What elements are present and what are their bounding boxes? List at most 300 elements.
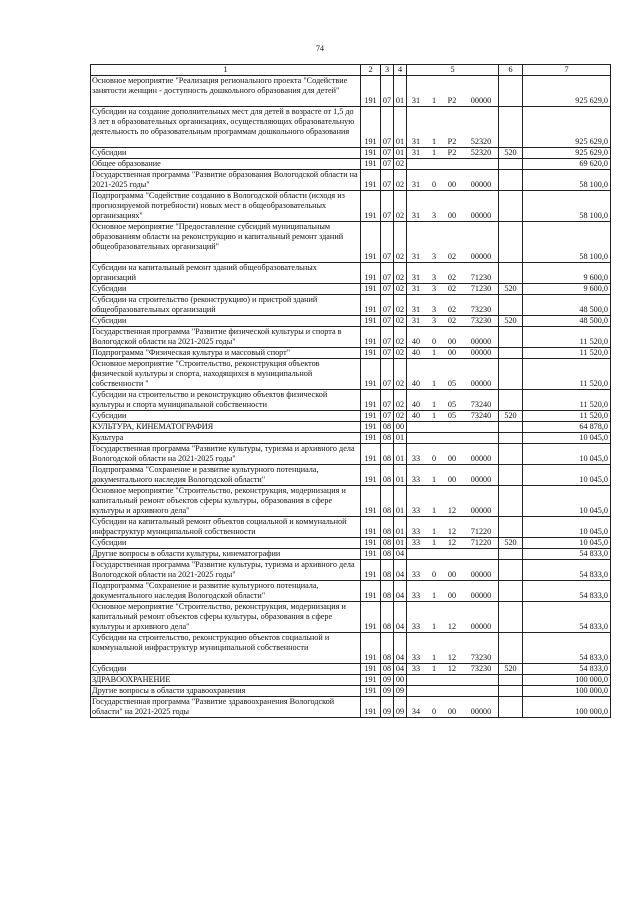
row-section-code: 09 — [381, 697, 394, 718]
row-name: Субсидии на капитальный ремонт объектов социальной и коммунальной инфраструктур муниципальной собственности — [91, 517, 361, 538]
target-program-code: 33 — [411, 506, 421, 515]
row-expense-type — [499, 560, 523, 581]
target-direction-code: 73230 — [470, 653, 492, 662]
row-expense-type — [499, 517, 523, 538]
row-amount: 69 620,0 — [523, 159, 611, 170]
row-name: Подпрограмма "Физическая культура и массовый спорт" — [91, 348, 361, 359]
row-amount: 11 520,0 — [523, 359, 611, 390]
row-subsection-code: 01 — [394, 433, 407, 444]
row-subsection-code: 01 — [394, 107, 407, 148]
row-amount: 100 000,0 — [523, 675, 611, 686]
row-subsection-code: 01 — [394, 444, 407, 465]
row-admin-code: 191 — [361, 359, 381, 390]
row-subsection-code: 04 — [394, 633, 407, 664]
table-row — [91, 390, 611, 411]
row-target-article — [407, 633, 499, 664]
target-event-code: 00 — [447, 180, 457, 189]
row-section-code: 07 — [381, 222, 394, 263]
row-amount: 48 500,0 — [523, 316, 611, 327]
target-subprogram-code: 3 — [431, 252, 437, 261]
target-event-code: 05 — [447, 400, 457, 409]
target-event-code: 05 — [447, 411, 457, 420]
row-section-code: 08 — [381, 664, 394, 675]
target-direction-code: 00000 — [470, 707, 492, 716]
row-expense-type — [499, 170, 523, 191]
target-direction-code: 00000 — [470, 379, 492, 388]
row-target-article — [407, 170, 499, 191]
row-expense-type: 520 — [499, 316, 523, 327]
row-section-code: 08 — [381, 633, 394, 664]
row-section-code: 08 — [381, 549, 394, 560]
row-admin-code: 191 — [361, 486, 381, 517]
target-subprogram-code: 1 — [431, 664, 437, 673]
target-direction-code: 71230 — [470, 273, 492, 282]
row-expense-type — [499, 549, 523, 560]
target-subprogram-code: 0 — [431, 570, 437, 579]
row-name: Общее образование — [91, 159, 361, 170]
row-amount: 54 833,0 — [523, 664, 611, 675]
table-row — [91, 486, 611, 517]
row-admin-code: 191 — [361, 348, 381, 359]
target-program-code: 34 — [411, 707, 421, 716]
row-section-code: 07 — [381, 411, 394, 422]
row-target-article — [407, 348, 499, 359]
row-name: Государственная программа "Развитие образования Вологодской области на 2021-2025 годы" — [91, 170, 361, 191]
row-name: Субсидии — [91, 411, 361, 422]
row-subsection-code: 02 — [394, 327, 407, 348]
row-target-article — [407, 517, 499, 538]
row-name: Субсидии — [91, 664, 361, 675]
header-cell: 2 — [361, 65, 381, 76]
row-section-code: 07 — [381, 170, 394, 191]
row-section-code: 08 — [381, 560, 394, 581]
row-amount: 925 629,0 — [523, 107, 611, 148]
header-cell: 4 — [394, 65, 407, 76]
row-amount: 11 520,0 — [523, 348, 611, 359]
row-section-code: 07 — [381, 295, 394, 316]
row-section-code: 07 — [381, 263, 394, 284]
target-event-code: 12 — [447, 527, 457, 536]
row-target-article — [407, 422, 499, 433]
table-row — [91, 581, 611, 602]
row-subsection-code: 02 — [394, 170, 407, 191]
table-row — [91, 633, 611, 664]
row-name: Основное мероприятие "Предоставление субсидий муниципальным образованиям области на реконструкцию и капитальный ремонт зданий общеобразовательных организаций" — [91, 222, 361, 263]
row-name: Другие вопросы в области культуры, кинематографии — [91, 549, 361, 560]
target-event-code: 02 — [447, 273, 457, 282]
row-expense-type — [499, 76, 523, 107]
target-direction-code: 73230 — [470, 305, 492, 314]
row-section-code: 07 — [381, 284, 394, 295]
table-row — [91, 159, 611, 170]
row-target-article — [407, 284, 499, 295]
row-section-code: 08 — [381, 581, 394, 602]
target-event-code: 12 — [447, 538, 457, 547]
row-expense-type: 520 — [499, 538, 523, 549]
row-admin-code: 191 — [361, 263, 381, 284]
row-amount: 54 833,0 — [523, 549, 611, 560]
row-section-code: 07 — [381, 327, 394, 348]
target-program-code: 31 — [411, 137, 421, 146]
target-event-code: 00 — [447, 570, 457, 579]
row-name: Основное мероприятие "Реализация регионального проекта "Содействие занятости женщин - доступность дошкольного образования для детей" — [91, 76, 361, 107]
row-admin-code: 191 — [361, 538, 381, 549]
row-target-article — [407, 148, 499, 159]
row-section-code: 09 — [381, 675, 394, 686]
row-admin-code: 191 — [361, 686, 381, 697]
target-event-code: 00 — [447, 475, 457, 484]
table-row — [91, 284, 611, 295]
target-program-code: 33 — [411, 570, 421, 579]
row-subsection-code: 04 — [394, 560, 407, 581]
target-direction-code: 52320 — [470, 148, 492, 157]
row-amount: 11 520,0 — [523, 390, 611, 411]
target-event-code: 12 — [447, 664, 457, 673]
row-subsection-code: 02 — [394, 222, 407, 263]
table-row — [91, 422, 611, 433]
row-name: Государственная программа "Развитие культуры, туризма и архивного дела Вологодской области на 2021-2025 годы" — [91, 444, 361, 465]
target-subprogram-code: 1 — [431, 622, 437, 631]
row-target-article — [407, 560, 499, 581]
row-name: Государственная программа "Развитие здравоохранения Вологодской области" на 2021-2025 годы — [91, 697, 361, 718]
row-subsection-code: 01 — [394, 76, 407, 107]
target-event-code: 00 — [447, 348, 457, 357]
target-event-code: 00 — [447, 454, 457, 463]
target-direction-code: 00000 — [470, 348, 492, 357]
row-section-code: 07 — [381, 359, 394, 390]
target-subprogram-code: 3 — [431, 316, 437, 325]
target-program-code: 33 — [411, 538, 421, 547]
target-direction-code: 52320 — [470, 137, 492, 146]
row-target-article — [407, 390, 499, 411]
table-row — [91, 107, 611, 148]
row-subsection-code: 01 — [394, 517, 407, 538]
target-program-code: 31 — [411, 284, 421, 293]
row-amount: 9 600,0 — [523, 263, 611, 284]
row-target-article — [407, 263, 499, 284]
target-direction-code: 00000 — [470, 622, 492, 631]
row-name: Субсидии на строительство и реконструкцию объектов физической культуры и спорта муниципальной собственности — [91, 390, 361, 411]
row-target-article — [407, 359, 499, 390]
table-row — [91, 348, 611, 359]
row-amount: 54 833,0 — [523, 560, 611, 581]
row-expense-type — [499, 686, 523, 697]
row-expense-type: 520 — [499, 664, 523, 675]
row-section-code: 07 — [381, 159, 394, 170]
target-subprogram-code: 0 — [431, 337, 437, 346]
row-target-article — [407, 76, 499, 107]
table-row — [91, 327, 611, 348]
row-name: Основное мероприятие "Строительство, реконструкция объектов физической культуры и спорта, находящихся в муниципальной собственности " — [91, 359, 361, 390]
row-admin-code: 191 — [361, 159, 381, 170]
target-direction-code: 00000 — [470, 591, 492, 600]
target-direction-code: 00000 — [470, 570, 492, 579]
target-subprogram-code: 3 — [431, 305, 437, 314]
target-direction-code: 71230 — [470, 284, 492, 293]
table-row — [91, 549, 611, 560]
target-subprogram-code: 3 — [431, 211, 437, 220]
budget-table — [90, 64, 611, 718]
row-target-article — [407, 664, 499, 675]
target-subprogram-code: 1 — [431, 506, 437, 515]
row-amount: 10 045,0 — [523, 433, 611, 444]
target-subprogram-code: 0 — [431, 454, 437, 463]
target-event-code: 12 — [447, 653, 457, 662]
table-row — [91, 560, 611, 581]
row-expense-type — [499, 107, 523, 148]
row-section-code: 07 — [381, 316, 394, 327]
target-program-code: 31 — [411, 180, 421, 189]
target-subprogram-code: 1 — [431, 379, 437, 388]
table-row — [91, 433, 611, 444]
target-subprogram-code: 3 — [431, 273, 437, 282]
row-admin-code: 191 — [361, 560, 381, 581]
table-row — [91, 222, 611, 263]
target-subprogram-code: 1 — [431, 148, 437, 157]
row-amount: 925 629,0 — [523, 148, 611, 159]
target-direction-code: 00000 — [470, 180, 492, 189]
row-subsection-code: 01 — [394, 148, 407, 159]
table-row — [91, 444, 611, 465]
row-expense-type — [499, 444, 523, 465]
row-section-code: 09 — [381, 686, 394, 697]
row-section-code: 07 — [381, 107, 394, 148]
target-direction-code: 73240 — [470, 400, 492, 409]
row-amount: 10 045,0 — [523, 538, 611, 549]
row-expense-type — [499, 433, 523, 444]
row-expense-type — [499, 633, 523, 664]
row-subsection-code: 04 — [394, 549, 407, 560]
row-subsection-code: 02 — [394, 284, 407, 295]
row-expense-type — [499, 327, 523, 348]
target-event-code: 02 — [447, 284, 457, 293]
target-subprogram-code: 1 — [431, 475, 437, 484]
row-target-article — [407, 697, 499, 718]
row-subsection-code: 01 — [394, 538, 407, 549]
row-target-article — [407, 191, 499, 222]
row-amount: 10 045,0 — [523, 444, 611, 465]
target-program-code: 33 — [411, 622, 421, 631]
row-target-article — [407, 549, 499, 560]
row-section-code: 08 — [381, 486, 394, 517]
table-row — [91, 664, 611, 675]
target-direction-code: 00000 — [470, 506, 492, 515]
row-admin-code: 191 — [361, 517, 381, 538]
row-amount: 54 833,0 — [523, 581, 611, 602]
row-subsection-code: 00 — [394, 675, 407, 686]
target-direction-code: 73230 — [470, 316, 492, 325]
row-target-article — [407, 222, 499, 263]
row-subsection-code: 02 — [394, 359, 407, 390]
row-expense-type — [499, 675, 523, 686]
row-admin-code: 191 — [361, 327, 381, 348]
row-name: Субсидии — [91, 316, 361, 327]
table-row — [91, 263, 611, 284]
header-cell: 1 — [91, 65, 361, 76]
target-subprogram-code: 0 — [431, 180, 437, 189]
row-admin-code: 191 — [361, 581, 381, 602]
target-direction-code: 00000 — [470, 337, 492, 346]
row-subsection-code: 09 — [394, 686, 407, 697]
row-name: Основное мероприятие "Строительство, реконструкция, модернизация и капитальный ремонт объектов сферы культуры, образования в сфере культуры и архивного дела" — [91, 486, 361, 517]
row-admin-code: 191 — [361, 295, 381, 316]
row-expense-type: 520 — [499, 148, 523, 159]
row-subsection-code: 02 — [394, 348, 407, 359]
row-amount: 11 520,0 — [523, 327, 611, 348]
target-event-code: 02 — [447, 252, 457, 261]
row-amount: 64 878,0 — [523, 422, 611, 433]
target-direction-code: 00000 — [470, 454, 492, 463]
row-admin-code: 191 — [361, 675, 381, 686]
row-admin-code: 191 — [361, 148, 381, 159]
row-amount: 10 045,0 — [523, 465, 611, 486]
target-event-code: 02 — [447, 305, 457, 314]
row-amount: 58 100,0 — [523, 222, 611, 263]
row-expense-type — [499, 348, 523, 359]
target-subprogram-code: 1 — [431, 400, 437, 409]
row-subsection-code: 02 — [394, 295, 407, 316]
row-amount: 11 520,0 — [523, 411, 611, 422]
row-name: Субсидии — [91, 284, 361, 295]
target-direction-code: 73240 — [470, 411, 492, 420]
row-section-code: 08 — [381, 433, 394, 444]
target-event-code: 12 — [447, 506, 457, 515]
row-subsection-code: 02 — [394, 263, 407, 284]
target-event-code: 02 — [447, 316, 457, 325]
target-event-code: 05 — [447, 379, 457, 388]
row-name: Подпрограмма "Сохранение и развитие культурного потенциала, документального наследия Вологодской области" — [91, 581, 361, 602]
row-amount: 925 629,0 — [523, 76, 611, 107]
row-section-code: 07 — [381, 76, 394, 107]
table-row — [91, 602, 611, 633]
row-expense-type — [499, 263, 523, 284]
target-event-code: 00 — [447, 707, 457, 716]
row-expense-type — [499, 486, 523, 517]
row-section-code: 08 — [381, 465, 394, 486]
target-program-code: 33 — [411, 664, 421, 673]
target-event-code: P2 — [447, 96, 457, 105]
row-name: Субсидии на строительство (реконструкцию) и пристрой зданий общеобразовательных организаций — [91, 295, 361, 316]
row-amount: 54 833,0 — [523, 633, 611, 664]
row-admin-code: 191 — [361, 433, 381, 444]
table-row — [91, 295, 611, 316]
row-expense-type — [499, 465, 523, 486]
target-subprogram-code: 1 — [431, 538, 437, 547]
row-amount: 9 600,0 — [523, 284, 611, 295]
row-admin-code: 191 — [361, 170, 381, 191]
target-direction-code: 71220 — [470, 527, 492, 536]
row-name: Субсидии на создание дополнительных мест для детей в возрасте от 1,5 до 3 лет в образовательных организациях, осуществляющих образовательную деятельность по образовательным программам дошкольного образования — [91, 107, 361, 148]
target-program-code: 40 — [411, 400, 421, 409]
row-name: Культура — [91, 433, 361, 444]
row-amount: 54 833,0 — [523, 602, 611, 633]
target-program-code: 33 — [411, 454, 421, 463]
row-section-code: 08 — [381, 422, 394, 433]
row-subsection-code: 01 — [394, 465, 407, 486]
row-name: Государственная программа "Развитие культуры, туризма и архивного дела Вологодской области на 2021-2025 годы" — [91, 560, 361, 581]
target-program-code: 31 — [411, 273, 421, 282]
row-amount: 100 000,0 — [523, 686, 611, 697]
row-target-article — [407, 159, 499, 170]
table-row — [91, 517, 611, 538]
row-admin-code: 191 — [361, 76, 381, 107]
row-admin-code: 191 — [361, 191, 381, 222]
row-amount: 10 045,0 — [523, 517, 611, 538]
target-event-code: P2 — [447, 148, 457, 157]
table-row — [91, 148, 611, 159]
table-row — [91, 191, 611, 222]
page-number: 74 — [316, 44, 324, 53]
target-direction-code: 00000 — [470, 475, 492, 484]
row-admin-code: 191 — [361, 697, 381, 718]
header-cell: 6 — [499, 65, 523, 76]
table-row — [91, 170, 611, 191]
target-direction-code: 00000 — [470, 252, 492, 261]
row-subsection-code: 09 — [394, 697, 407, 718]
table-row — [91, 686, 611, 697]
target-subprogram-code: 1 — [431, 137, 437, 146]
target-direction-code: 00000 — [470, 96, 492, 105]
target-program-code: 33 — [411, 475, 421, 484]
row-subsection-code: 02 — [394, 390, 407, 411]
row-name: КУЛЬТУРА, КИНЕМАТОГРАФИЯ — [91, 422, 361, 433]
row-name: Государственная программа "Развитие физической культуры и спорта в Вологодской области на 2021-2025 годы" — [91, 327, 361, 348]
row-name: Другие вопросы в области здравоохранения — [91, 686, 361, 697]
target-program-code: 40 — [411, 379, 421, 388]
row-expense-type — [499, 581, 523, 602]
row-expense-type — [499, 697, 523, 718]
row-expense-type — [499, 222, 523, 263]
row-admin-code: 191 — [361, 664, 381, 675]
row-subsection-code: 02 — [394, 159, 407, 170]
target-program-code: 31 — [411, 211, 421, 220]
row-admin-code: 191 — [361, 602, 381, 633]
row-expense-type: 520 — [499, 284, 523, 295]
row-expense-type — [499, 422, 523, 433]
table-row — [91, 411, 611, 422]
row-section-code: 07 — [381, 191, 394, 222]
row-target-article — [407, 686, 499, 697]
row-target-article — [407, 465, 499, 486]
table-row — [91, 697, 611, 718]
row-amount: 58 100,0 — [523, 191, 611, 222]
row-name: Подпрограмма "Содействие созданию в Вологодской области (исходя из прогнозируемой потребности) новых мест в общеобразовательных организациях" — [91, 191, 361, 222]
target-program-code: 40 — [411, 411, 421, 420]
table-row — [91, 359, 611, 390]
table-row — [91, 316, 611, 327]
row-name: Подпрограмма "Сохранение и развитие культурного потенциала, документального наследия Вологодской области" — [91, 465, 361, 486]
target-program-code: 31 — [411, 316, 421, 325]
table-row — [91, 675, 611, 686]
row-target-article — [407, 107, 499, 148]
row-admin-code: 191 — [361, 549, 381, 560]
target-subprogram-code: 1 — [431, 96, 437, 105]
row-section-code: 07 — [381, 348, 394, 359]
target-program-code: 33 — [411, 527, 421, 536]
row-section-code: 08 — [381, 602, 394, 633]
row-subsection-code: 04 — [394, 581, 407, 602]
target-program-code: 33 — [411, 653, 421, 662]
target-subprogram-code: 1 — [431, 348, 437, 357]
row-target-article — [407, 316, 499, 327]
target-program-code: 40 — [411, 337, 421, 346]
target-event-code: 00 — [447, 211, 457, 220]
row-target-article — [407, 675, 499, 686]
target-direction-code: 73230 — [470, 664, 492, 673]
row-admin-code: 191 — [361, 633, 381, 664]
target-event-code: 00 — [447, 337, 457, 346]
row-admin-code: 191 — [361, 390, 381, 411]
